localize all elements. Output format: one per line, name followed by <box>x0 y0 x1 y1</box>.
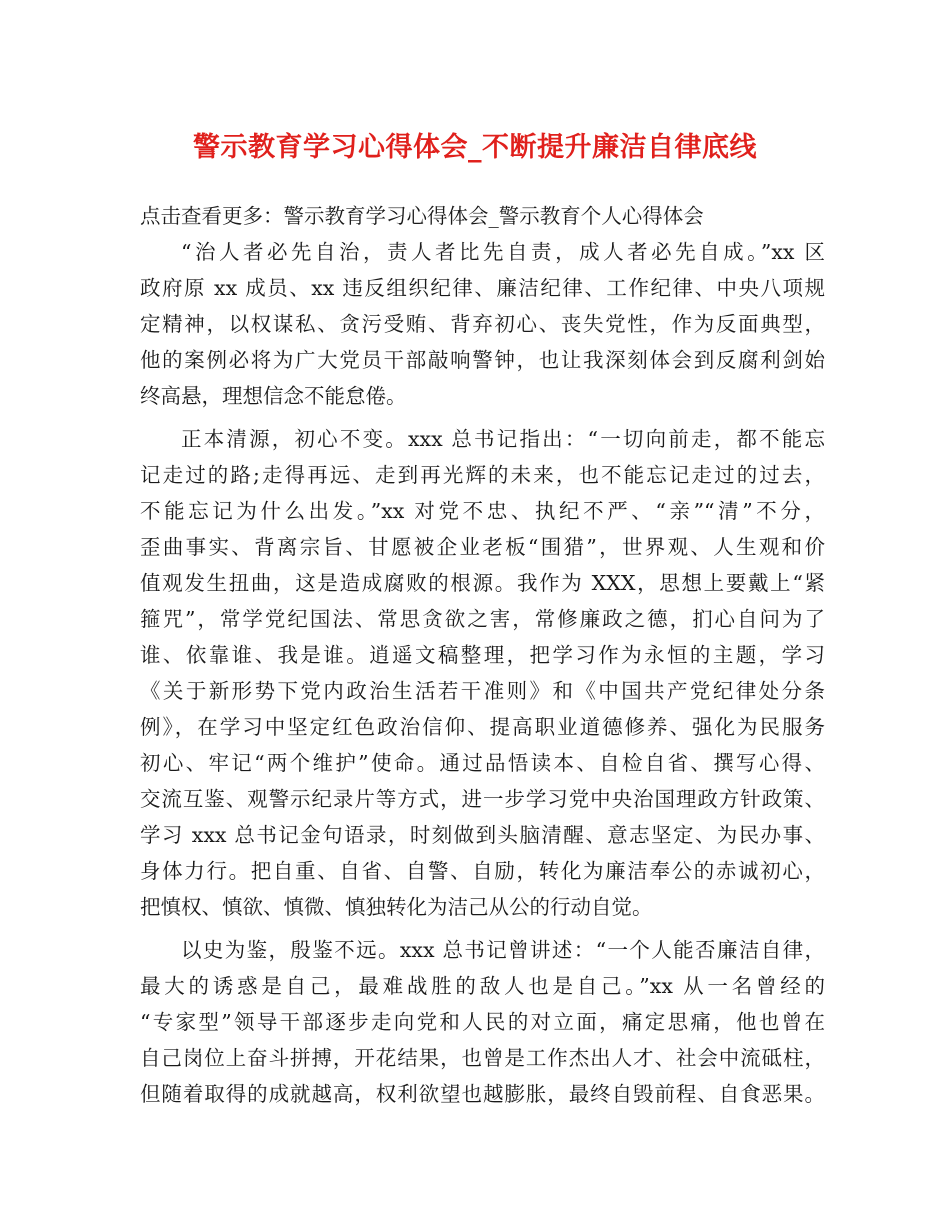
text-line: 自己岗位上奋斗拼搏，开花结果，也曾是工作杰出人才、社会中流砥柱， <box>140 1046 825 1070</box>
document-body <box>140 198 825 1112</box>
text-line: “治人者必先自治，责人者比先自责，成人者必先自成。”xx 区 <box>181 240 825 264</box>
text-line: 记走过的路;走得再远、走到再光辉的未来，也不能忘记走过的过去， <box>140 463 825 487</box>
text-line: 定精神，以权谋私、贪污受贿、背弃初心、丧失党性，作为反面典型， <box>140 312 825 336</box>
text-line: 歪曲事实、背离宗旨、甘愿被企业老板“围猎”，世界观、人生观和价 <box>140 535 825 559</box>
text-line: 学习 xxx 总书记金句语录，时刻做到头脑清醒、意志坚定、为民办事、 <box>140 823 825 847</box>
more-link-line[interactable]: 点击查看更多：警示教育学习心得体会_警示教育个人心得体会 <box>140 204 704 228</box>
text-line: 最大的诱惑是自己，最难战胜的敌人也是自己。”xx 从一名曾经的 <box>140 974 825 998</box>
text-line: 他的案例必将为广大党员干部敲响警钟，也让我深刻体会到反腐利剑始 <box>140 348 825 372</box>
text-line: 以史为鉴，殷鉴不远。xxx 总书记曾讲述：“一个人能否廉洁自律， <box>181 938 825 962</box>
text-line: 不能忘记为什么出发。”xx 对党不忠、执纪不严、“亲”“清”不分， <box>140 499 825 523</box>
text-line: 正本清源，初心不变。xxx 总书记指出：“一切向前走，都不能忘 <box>181 427 825 451</box>
text-line: 政府原 xx 成员、xx 违反组织纪律、廉洁纪律、工作纪律、中央八项规 <box>140 276 825 300</box>
text-line: 初心、牢记“两个维护”使命。通过品悟读本、自检自省、撰写心得、 <box>140 751 825 775</box>
text-line: “专家型”领导干部逐步走向党和人民的对立面，痛定思痛，他也曾在 <box>140 1010 825 1034</box>
text-line: 但随着取得的成就越高，权利欲望也越膨胀，最终自毁前程、自食恶果。 <box>140 1082 825 1106</box>
text-line: 身体力行。把自重、自省、自警、自励，转化为廉洁奉公的赤诚初心， <box>140 859 825 883</box>
text-line: 例》，在学习中坚定红色政治信仰、提高职业道德修养、强化为民服务 <box>140 715 825 739</box>
text-line: 《关于新形势下党内政治生活若干准则》和《中国共产党纪律处分条 <box>140 679 825 703</box>
text-line: 箍咒”，常学党纪国法、常思贪欲之害，常修廉政之德，扪心自问为了 <box>140 607 825 631</box>
text-line: 终高悬，理想信念不能怠倦。 <box>140 384 407 408</box>
text-line: 把慎权、慎欲、慎微、慎独转化为洁己从公的行动自觉。 <box>140 895 653 919</box>
document-title: 警示教育学习心得体会_不断提升廉洁自律底线 <box>193 132 757 163</box>
text-line: 值观发生扭曲，这是造成腐败的根源。我作为 XXX，思想上要戴上“紧 <box>140 571 825 595</box>
text-line: 谁、依靠谁、我是谁。逍遥文稿整理，把学习作为永恒的主题，学习 <box>140 643 825 667</box>
text-line: 交流互鉴、观警示纪录片等方式，进一步学习党中央治国理政方针政策、 <box>140 787 825 811</box>
